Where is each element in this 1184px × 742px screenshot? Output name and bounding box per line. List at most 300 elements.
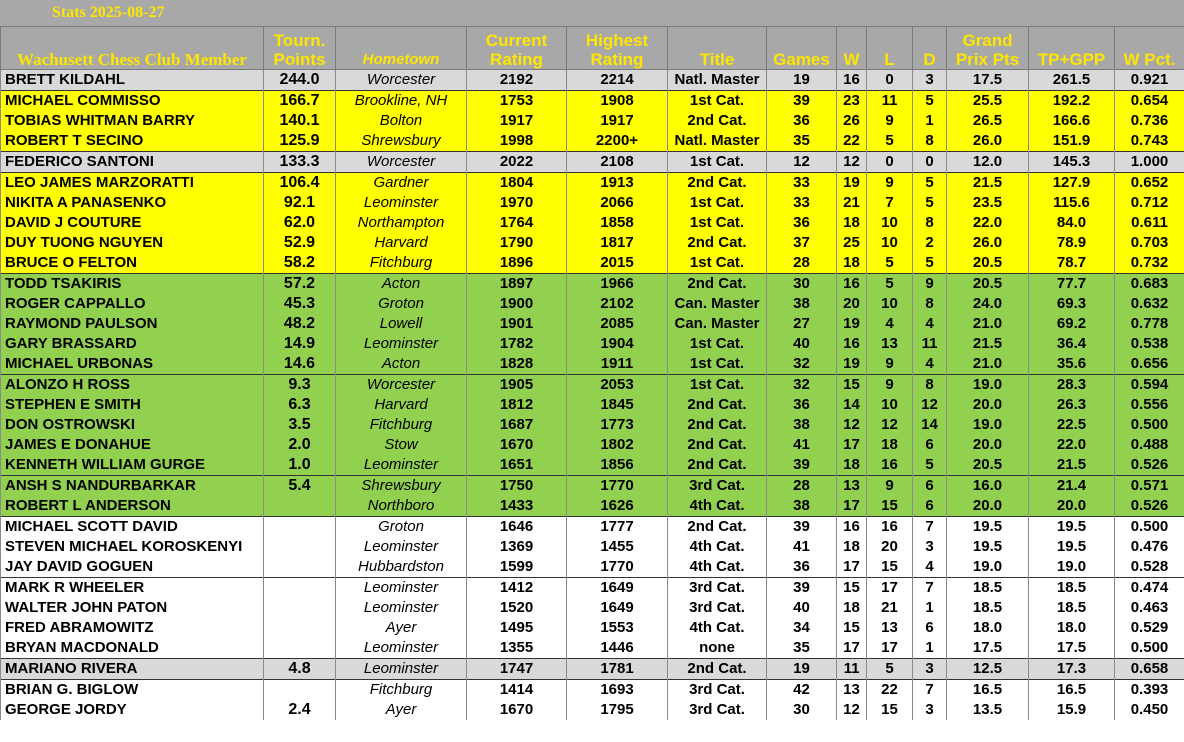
cell-tourn-points: 3.5 bbox=[264, 415, 336, 435]
cell-tp-gpp: 78.7 bbox=[1029, 253, 1115, 274]
cell-draws: 1 bbox=[913, 638, 947, 659]
cell-tourn-points bbox=[264, 517, 336, 538]
cell-losses: 7 bbox=[867, 193, 913, 213]
cell-tourn-points: 58.2 bbox=[264, 253, 336, 274]
cell-current-rating: 1369 bbox=[467, 537, 567, 557]
cell-current-rating: 1970 bbox=[467, 193, 567, 213]
cell-win-pct: 0.736 bbox=[1115, 111, 1184, 131]
cell-tourn-points: 2.0 bbox=[264, 435, 336, 455]
cell-losses: 15 bbox=[867, 496, 913, 517]
cell-current-rating: 1670 bbox=[467, 435, 567, 455]
cell-tp-gpp: 78.9 bbox=[1029, 233, 1115, 253]
cell-win-pct: 0.488 bbox=[1115, 435, 1184, 455]
cell-current-rating: 1812 bbox=[467, 395, 567, 415]
cell-win-pct: 0.500 bbox=[1115, 415, 1184, 435]
cell-highest-rating: 1446 bbox=[567, 638, 668, 659]
cell-win-pct: 0.571 bbox=[1115, 476, 1184, 497]
table-row bbox=[1, 537, 1184, 557]
cell-draws: 4 bbox=[913, 354, 947, 375]
cell-member: TODD TSAKIRIS bbox=[1, 274, 264, 295]
cell-tp-gpp: 17.3 bbox=[1029, 659, 1115, 680]
cell-member: LEO JAMES MARZORATTI bbox=[1, 173, 264, 194]
cell-hometown: Northboro bbox=[336, 496, 467, 517]
cell-draws: 6 bbox=[913, 476, 947, 497]
cell-wins: 12 bbox=[837, 415, 867, 435]
cell-tourn-points: 125.9 bbox=[264, 131, 336, 152]
cell-win-pct: 0.778 bbox=[1115, 314, 1184, 334]
cell-tp-gpp: 19.5 bbox=[1029, 517, 1115, 538]
cell-losses: 22 bbox=[867, 680, 913, 701]
header-draws: D bbox=[913, 27, 947, 70]
cell-title: 4th Cat. bbox=[668, 618, 767, 638]
cell-losses: 15 bbox=[867, 557, 913, 578]
cell-grand-prix-pts: 12.0 bbox=[947, 152, 1029, 173]
cell-member: MARIANO RIVERA bbox=[1, 659, 264, 680]
table-row bbox=[1, 435, 1184, 455]
cell-win-pct: 0.450 bbox=[1115, 700, 1184, 720]
table-row bbox=[1, 314, 1184, 334]
cell-tp-gpp: 261.5 bbox=[1029, 70, 1115, 91]
cell-highest-rating: 1913 bbox=[567, 173, 668, 194]
cell-wins: 19 bbox=[837, 314, 867, 334]
cell-current-rating: 1495 bbox=[467, 618, 567, 638]
cell-grand-prix-pts: 16.0 bbox=[947, 476, 1029, 497]
cell-games: 30 bbox=[767, 700, 837, 720]
cell-draws: 1 bbox=[913, 598, 947, 618]
cell-member: DUY TUONG NGUYEN bbox=[1, 233, 264, 253]
table-row bbox=[1, 598, 1184, 618]
cell-wins: 16 bbox=[837, 274, 867, 295]
cell-wins: 14 bbox=[837, 395, 867, 415]
cell-hometown: Worcester bbox=[336, 375, 467, 396]
cell-losses: 5 bbox=[867, 253, 913, 274]
cell-current-rating: 1687 bbox=[467, 415, 567, 435]
cell-losses: 9 bbox=[867, 173, 913, 194]
cell-tp-gpp: 19.5 bbox=[1029, 537, 1115, 557]
cell-title: 3rd Cat. bbox=[668, 476, 767, 497]
cell-win-pct: 0.654 bbox=[1115, 91, 1184, 112]
cell-hometown: Acton bbox=[336, 274, 467, 295]
cell-draws: 5 bbox=[913, 455, 947, 476]
cell-highest-rating: 1553 bbox=[567, 618, 668, 638]
cell-tp-gpp: 15.9 bbox=[1029, 700, 1115, 720]
cell-member: MICHAEL SCOTT DAVID bbox=[1, 517, 264, 538]
cell-win-pct: 0.538 bbox=[1115, 334, 1184, 354]
cell-member: STEPHEN E SMITH bbox=[1, 395, 264, 415]
cell-hometown: Leominster bbox=[336, 638, 467, 659]
cell-grand-prix-pts: 12.5 bbox=[947, 659, 1029, 680]
table-row bbox=[1, 476, 1184, 497]
table-row bbox=[1, 233, 1184, 253]
cell-current-rating: 1804 bbox=[467, 173, 567, 194]
cell-wins: 15 bbox=[837, 375, 867, 396]
cell-wins: 22 bbox=[837, 131, 867, 152]
cell-member: BRIAN G. BIGLOW bbox=[1, 680, 264, 701]
cell-draws: 7 bbox=[913, 680, 947, 701]
cell-games: 34 bbox=[767, 618, 837, 638]
cell-draws: 6 bbox=[913, 435, 947, 455]
cell-draws: 3 bbox=[913, 659, 947, 680]
cell-tp-gpp: 36.4 bbox=[1029, 334, 1115, 354]
cell-current-rating: 1764 bbox=[467, 213, 567, 233]
cell-member: RAYMOND PAULSON bbox=[1, 314, 264, 334]
cell-wins: 11 bbox=[837, 659, 867, 680]
cell-tourn-points bbox=[264, 638, 336, 659]
cell-wins: 19 bbox=[837, 354, 867, 375]
cell-draws: 8 bbox=[913, 131, 947, 152]
cell-highest-rating: 1917 bbox=[567, 111, 668, 131]
cell-current-rating: 1790 bbox=[467, 233, 567, 253]
header-current-rating: Current Rating bbox=[467, 27, 567, 70]
table-row bbox=[1, 91, 1184, 112]
cell-games: 37 bbox=[767, 233, 837, 253]
table-row bbox=[1, 638, 1184, 659]
cell-current-rating: 1896 bbox=[467, 253, 567, 274]
cell-tourn-points: 9.3 bbox=[264, 375, 336, 396]
cell-tourn-points: 140.1 bbox=[264, 111, 336, 131]
cell-current-rating: 1651 bbox=[467, 455, 567, 476]
cell-grand-prix-pts: 19.0 bbox=[947, 557, 1029, 578]
cell-highest-rating: 1649 bbox=[567, 578, 668, 599]
cell-tourn-points bbox=[264, 598, 336, 618]
cell-win-pct: 0.556 bbox=[1115, 395, 1184, 415]
cell-grand-prix-pts: 24.0 bbox=[947, 294, 1029, 314]
cell-wins: 18 bbox=[837, 455, 867, 476]
cell-wins: 18 bbox=[837, 537, 867, 557]
header-win-pct: W Pct. bbox=[1115, 27, 1184, 70]
cell-hometown: Fitchburg bbox=[336, 680, 467, 701]
cell-win-pct: 0.463 bbox=[1115, 598, 1184, 618]
cell-grand-prix-pts: 16.5 bbox=[947, 680, 1029, 701]
cell-member: ANSH S NANDURBARKAR bbox=[1, 476, 264, 497]
cell-games: 27 bbox=[767, 314, 837, 334]
table-row bbox=[1, 173, 1184, 194]
cell-losses: 9 bbox=[867, 354, 913, 375]
cell-losses: 18 bbox=[867, 435, 913, 455]
cell-title: 4th Cat. bbox=[668, 537, 767, 557]
cell-title: 1st Cat. bbox=[668, 334, 767, 354]
cell-title: 1st Cat. bbox=[668, 91, 767, 112]
cell-wins: 18 bbox=[837, 213, 867, 233]
cell-win-pct: 0.658 bbox=[1115, 659, 1184, 680]
cell-games: 36 bbox=[767, 395, 837, 415]
cell-games: 35 bbox=[767, 638, 837, 659]
cell-grand-prix-pts: 22.0 bbox=[947, 213, 1029, 233]
cell-current-rating: 2022 bbox=[467, 152, 567, 173]
cell-hometown: Acton bbox=[336, 354, 467, 375]
cell-wins: 16 bbox=[837, 334, 867, 354]
header-hometown: Hometown bbox=[336, 27, 467, 70]
cell-current-rating: 1412 bbox=[467, 578, 567, 599]
cell-hometown: Ayer bbox=[336, 618, 467, 638]
header-grand-prix-pts: Grand Prix Pts bbox=[947, 27, 1029, 70]
cell-losses: 17 bbox=[867, 578, 913, 599]
cell-tp-gpp: 20.0 bbox=[1029, 496, 1115, 517]
cell-tourn-points: 5.4 bbox=[264, 476, 336, 497]
cell-losses: 16 bbox=[867, 455, 913, 476]
cell-title: 2nd Cat. bbox=[668, 415, 767, 435]
cell-games: 12 bbox=[767, 152, 837, 173]
cell-hometown: Brookline, NH bbox=[336, 91, 467, 112]
cell-highest-rating: 1817 bbox=[567, 233, 668, 253]
cell-highest-rating: 2102 bbox=[567, 294, 668, 314]
cell-current-rating: 1828 bbox=[467, 354, 567, 375]
cell-wins: 17 bbox=[837, 557, 867, 578]
cell-games: 28 bbox=[767, 476, 837, 497]
cell-highest-rating: 2015 bbox=[567, 253, 668, 274]
cell-draws: 8 bbox=[913, 213, 947, 233]
cell-current-rating: 1782 bbox=[467, 334, 567, 354]
cell-current-rating: 1355 bbox=[467, 638, 567, 659]
cell-win-pct: 0.528 bbox=[1115, 557, 1184, 578]
cell-tourn-points: 45.3 bbox=[264, 294, 336, 314]
cell-wins: 19 bbox=[837, 173, 867, 194]
cell-title: 1st Cat. bbox=[668, 375, 767, 396]
cell-win-pct: 0.703 bbox=[1115, 233, 1184, 253]
cell-losses: 0 bbox=[867, 152, 913, 173]
cell-losses: 9 bbox=[867, 476, 913, 497]
cell-highest-rating: 1904 bbox=[567, 334, 668, 354]
cell-highest-rating: 1693 bbox=[567, 680, 668, 701]
cell-member: NIKITA A PANASENKO bbox=[1, 193, 264, 213]
header-losses: L bbox=[867, 27, 913, 70]
cell-wins: 16 bbox=[837, 517, 867, 538]
cell-member: FRED ABRAMOWITZ bbox=[1, 618, 264, 638]
cell-grand-prix-pts: 13.5 bbox=[947, 700, 1029, 720]
cell-games: 28 bbox=[767, 253, 837, 274]
cell-win-pct: 1.000 bbox=[1115, 152, 1184, 173]
sheet-title: Stats 2025-08-27 bbox=[52, 4, 165, 21]
cell-grand-prix-pts: 21.5 bbox=[947, 334, 1029, 354]
header-member: Wachusett Chess Club Member bbox=[1, 27, 264, 70]
cell-current-rating: 1998 bbox=[467, 131, 567, 152]
cell-draws: 8 bbox=[913, 294, 947, 314]
cell-tp-gpp: 84.0 bbox=[1029, 213, 1115, 233]
cell-losses: 10 bbox=[867, 233, 913, 253]
cell-title: 2nd Cat. bbox=[668, 659, 767, 680]
cell-hometown: Leominster bbox=[336, 193, 467, 213]
cell-title: 2nd Cat. bbox=[668, 233, 767, 253]
cell-hometown: Leominster bbox=[336, 659, 467, 680]
table-row bbox=[1, 111, 1184, 131]
cell-wins: 18 bbox=[837, 253, 867, 274]
cell-games: 38 bbox=[767, 294, 837, 314]
cell-draws: 8 bbox=[913, 375, 947, 396]
cell-wins: 12 bbox=[837, 152, 867, 173]
cell-losses: 21 bbox=[867, 598, 913, 618]
cell-highest-rating: 2214 bbox=[567, 70, 668, 91]
cell-tp-gpp: 166.6 bbox=[1029, 111, 1115, 131]
cell-tourn-points: 1.0 bbox=[264, 455, 336, 476]
cell-grand-prix-pts: 18.5 bbox=[947, 578, 1029, 599]
cell-highest-rating: 2066 bbox=[567, 193, 668, 213]
cell-title: 1st Cat. bbox=[668, 213, 767, 233]
table-row bbox=[1, 455, 1184, 476]
cell-games: 41 bbox=[767, 537, 837, 557]
cell-grand-prix-pts: 23.5 bbox=[947, 193, 1029, 213]
cell-tp-gpp: 69.3 bbox=[1029, 294, 1115, 314]
cell-title: 1st Cat. bbox=[668, 152, 767, 173]
cell-win-pct: 0.476 bbox=[1115, 537, 1184, 557]
cell-tourn-points bbox=[264, 496, 336, 517]
cell-grand-prix-pts: 20.5 bbox=[947, 274, 1029, 295]
header-wins: W bbox=[837, 27, 867, 70]
cell-tp-gpp: 151.9 bbox=[1029, 131, 1115, 152]
header-highest-rating: Highest Rating bbox=[567, 27, 668, 70]
cell-losses: 10 bbox=[867, 395, 913, 415]
cell-wins: 20 bbox=[837, 294, 867, 314]
cell-tp-gpp: 16.5 bbox=[1029, 680, 1115, 701]
cell-tp-gpp: 21.5 bbox=[1029, 455, 1115, 476]
cell-member: FEDERICO SANTONI bbox=[1, 152, 264, 173]
cell-highest-rating: 1626 bbox=[567, 496, 668, 517]
cell-draws: 4 bbox=[913, 314, 947, 334]
cell-hometown: Groton bbox=[336, 294, 467, 314]
cell-member: BRETT KILDAHL bbox=[1, 70, 264, 91]
cell-games: 36 bbox=[767, 557, 837, 578]
cell-losses: 9 bbox=[867, 111, 913, 131]
cell-current-rating: 1520 bbox=[467, 598, 567, 618]
cell-losses: 15 bbox=[867, 700, 913, 720]
cell-grand-prix-pts: 20.0 bbox=[947, 496, 1029, 517]
cell-grand-prix-pts: 19.0 bbox=[947, 375, 1029, 396]
cell-grand-prix-pts: 26.5 bbox=[947, 111, 1029, 131]
cell-title: 2nd Cat. bbox=[668, 395, 767, 415]
cell-wins: 23 bbox=[837, 91, 867, 112]
cell-hometown: Northampton bbox=[336, 213, 467, 233]
cell-win-pct: 0.683 bbox=[1115, 274, 1184, 295]
cell-games: 42 bbox=[767, 680, 837, 701]
table-row bbox=[1, 152, 1184, 173]
cell-games: 39 bbox=[767, 517, 837, 538]
cell-highest-rating: 1770 bbox=[567, 476, 668, 497]
cell-current-rating: 1670 bbox=[467, 700, 567, 720]
cell-title: 4th Cat. bbox=[668, 496, 767, 517]
cell-losses: 0 bbox=[867, 70, 913, 91]
cell-highest-rating: 1795 bbox=[567, 700, 668, 720]
cell-losses: 10 bbox=[867, 213, 913, 233]
cell-highest-rating: 1773 bbox=[567, 415, 668, 435]
cell-losses: 20 bbox=[867, 537, 913, 557]
table-row bbox=[1, 395, 1184, 415]
table-row bbox=[1, 193, 1184, 213]
header-tp-gpp: TP+GPP bbox=[1029, 27, 1115, 70]
cell-highest-rating: 2108 bbox=[567, 152, 668, 173]
cell-games: 33 bbox=[767, 173, 837, 194]
cell-games: 30 bbox=[767, 274, 837, 295]
cell-games: 36 bbox=[767, 213, 837, 233]
cell-tourn-points: 6.3 bbox=[264, 395, 336, 415]
cell-title: 3rd Cat. bbox=[668, 598, 767, 618]
cell-highest-rating: 2200+ bbox=[567, 131, 668, 152]
cell-tourn-points: 166.7 bbox=[264, 91, 336, 112]
cell-tp-gpp: 18.5 bbox=[1029, 598, 1115, 618]
cell-current-rating: 1905 bbox=[467, 375, 567, 396]
cell-grand-prix-pts: 20.5 bbox=[947, 253, 1029, 274]
cell-member: BRYAN MACDONALD bbox=[1, 638, 264, 659]
cell-tp-gpp: 145.3 bbox=[1029, 152, 1115, 173]
cell-losses: 9 bbox=[867, 375, 913, 396]
cell-title: 2nd Cat. bbox=[668, 455, 767, 476]
cell-grand-prix-pts: 21.0 bbox=[947, 314, 1029, 334]
cell-grand-prix-pts: 26.0 bbox=[947, 131, 1029, 152]
header-games: Games bbox=[767, 27, 837, 70]
cell-member: MARK R WHEELER bbox=[1, 578, 264, 599]
cell-hometown: Worcester bbox=[336, 152, 467, 173]
cell-losses: 10 bbox=[867, 294, 913, 314]
cell-win-pct: 0.500 bbox=[1115, 638, 1184, 659]
cell-losses: 4 bbox=[867, 314, 913, 334]
cell-member: JAY DAVID GOGUEN bbox=[1, 557, 264, 578]
cell-member: MICHAEL COMMISSO bbox=[1, 91, 264, 112]
cell-tp-gpp: 19.0 bbox=[1029, 557, 1115, 578]
cell-wins: 15 bbox=[837, 578, 867, 599]
cell-title: Natl. Master bbox=[668, 70, 767, 91]
stats-table bbox=[0, 26, 1184, 720]
title-bar bbox=[0, 0, 1184, 26]
cell-member: MICHAEL URBONAS bbox=[1, 354, 264, 375]
cell-current-rating: 1414 bbox=[467, 680, 567, 701]
cell-draws: 6 bbox=[913, 496, 947, 517]
cell-hometown: Fitchburg bbox=[336, 415, 467, 435]
cell-draws: 0 bbox=[913, 152, 947, 173]
cell-grand-prix-pts: 20.5 bbox=[947, 455, 1029, 476]
cell-highest-rating: 1858 bbox=[567, 213, 668, 233]
cell-win-pct: 0.529 bbox=[1115, 618, 1184, 638]
cell-draws: 7 bbox=[913, 578, 947, 599]
cell-win-pct: 0.712 bbox=[1115, 193, 1184, 213]
cell-win-pct: 0.743 bbox=[1115, 131, 1184, 152]
cell-losses: 12 bbox=[867, 415, 913, 435]
cell-member: DON OSTROWSKI bbox=[1, 415, 264, 435]
cell-current-rating: 1901 bbox=[467, 314, 567, 334]
cell-draws: 5 bbox=[913, 193, 947, 213]
table-row bbox=[1, 70, 1184, 91]
cell-win-pct: 0.652 bbox=[1115, 173, 1184, 194]
cell-title: 1st Cat. bbox=[668, 354, 767, 375]
cell-wins: 17 bbox=[837, 435, 867, 455]
cell-tourn-points bbox=[264, 537, 336, 557]
cell-tourn-points: 244.0 bbox=[264, 70, 336, 91]
cell-games: 40 bbox=[767, 334, 837, 354]
cell-games: 19 bbox=[767, 659, 837, 680]
cell-win-pct: 0.393 bbox=[1115, 680, 1184, 701]
cell-member: BRUCE O FELTON bbox=[1, 253, 264, 274]
cell-hometown: Worcester bbox=[336, 70, 467, 91]
cell-highest-rating: 1781 bbox=[567, 659, 668, 680]
cell-highest-rating: 1777 bbox=[567, 517, 668, 538]
cell-title: 1st Cat. bbox=[668, 253, 767, 274]
cell-grand-prix-pts: 17.5 bbox=[947, 638, 1029, 659]
cell-hometown: Leominster bbox=[336, 455, 467, 476]
cell-hometown: Ayer bbox=[336, 700, 467, 720]
cell-member: WALTER JOHN PATON bbox=[1, 598, 264, 618]
cell-current-rating: 1917 bbox=[467, 111, 567, 131]
table-row bbox=[1, 496, 1184, 517]
cell-losses: 13 bbox=[867, 618, 913, 638]
cell-win-pct: 0.611 bbox=[1115, 213, 1184, 233]
cell-draws: 12 bbox=[913, 395, 947, 415]
cell-tourn-points: 133.3 bbox=[264, 152, 336, 173]
table-row bbox=[1, 557, 1184, 578]
cell-games: 40 bbox=[767, 598, 837, 618]
cell-games: 38 bbox=[767, 496, 837, 517]
cell-title: 2nd Cat. bbox=[668, 274, 767, 295]
cell-win-pct: 0.500 bbox=[1115, 517, 1184, 538]
cell-title: 3rd Cat. bbox=[668, 578, 767, 599]
cell-games: 39 bbox=[767, 455, 837, 476]
table-row bbox=[1, 618, 1184, 638]
